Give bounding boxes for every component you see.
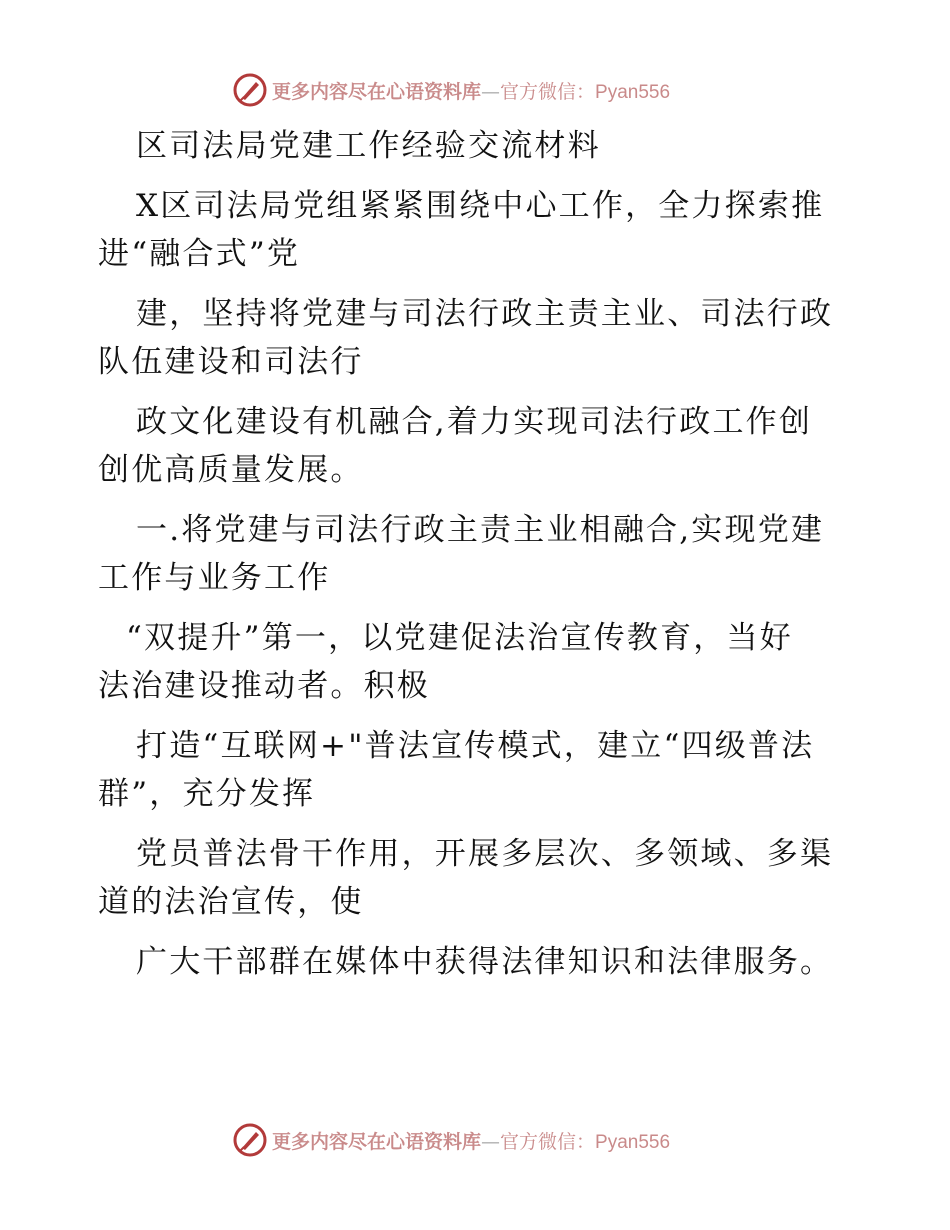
paragraph-line: 创优高质量发展。 [98, 452, 364, 488]
watermark-footer [232, 1120, 670, 1160]
watermark-wechat-label: 官方微信： [500, 80, 596, 103]
paragraph-line: 党员普法骨干作用，开展多层次、多领域、多渠 [136, 836, 834, 872]
section-heading-line: 一.将党建与司法行政主责主业相融合,实现党建 [136, 512, 825, 548]
paragraph-line: 群”，充分发挥 [98, 776, 316, 812]
watermark-handle: Pyan556 [595, 81, 671, 103]
watermark-dash: — [481, 1130, 501, 1153]
document-body [98, 122, 858, 986]
paragraph-line: 工作与业务工作 [98, 560, 331, 596]
watermark-wechat-label: 官方微信： [500, 1130, 596, 1153]
watermark-text [272, 1127, 670, 1154]
watermark-lead: 更多内容尽在心语资料库 [272, 1130, 482, 1153]
watermark-dash: — [481, 80, 501, 103]
document-title: 区司法局党建工作经验交流材料 [136, 128, 601, 164]
paragraph-line: 政文化建设有机融合,着力实现司法行政工作创 [136, 404, 813, 440]
watermark-header [232, 70, 670, 110]
paragraph-line: 法治建设推动者。积极 [98, 668, 430, 704]
paragraph-line: 建，坚持将党建与司法行政主责主业、司法行政 [136, 296, 834, 332]
watermark-lead: 更多内容尽在心语资料库 [272, 80, 482, 103]
paragraph-line: 队伍建设和司法行 [98, 344, 364, 380]
paragraph-line: X区司法局党组紧紧围绕中心工作，全力探索推 [136, 188, 825, 224]
quill-logo-icon [232, 1122, 268, 1158]
quill-logo-icon [232, 72, 268, 108]
watermark-handle: Pyan556 [595, 1131, 671, 1153]
paragraph-line: 进“融合式”党 [98, 236, 301, 272]
watermark-text [272, 77, 670, 104]
paragraph-line: “双提升”第一，以党建促法治宣传教育，当好 [126, 620, 793, 656]
paragraph-line: 道的法治宣传，使 [98, 884, 364, 920]
paragraph-line: 打造“互联网+"普法宣传模式，建立“四级普法 [136, 728, 815, 764]
paragraph-line: 广大干部群在媒体中获得法律知识和法律服务。 [136, 944, 834, 980]
